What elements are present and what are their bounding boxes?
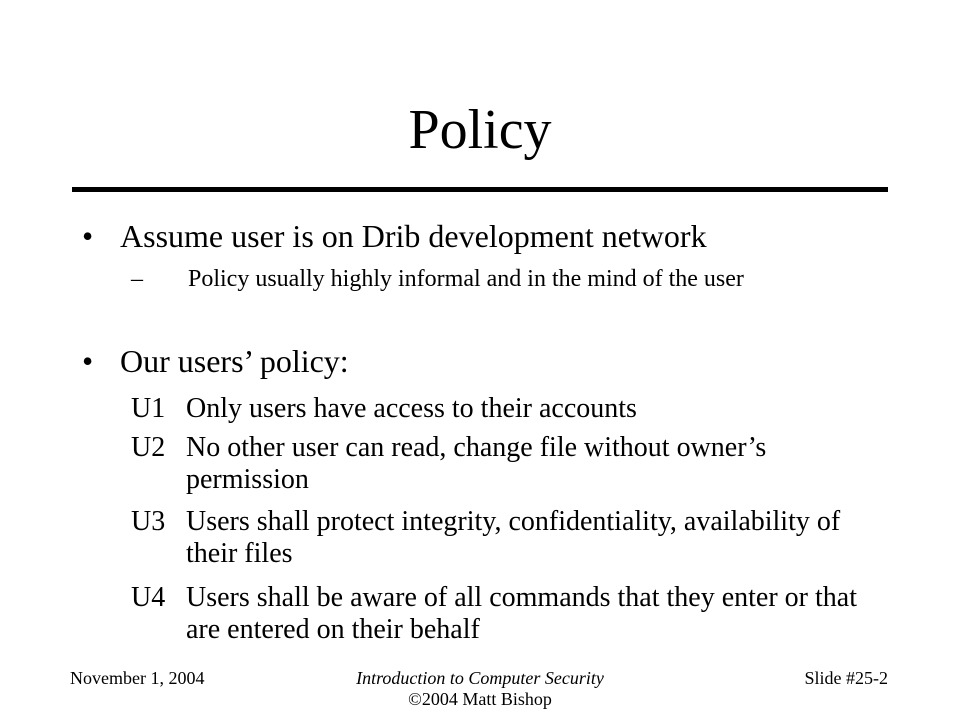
footer-copyright: ©2004 Matt Bishop	[408, 689, 552, 709]
policy-item-text: Users shall protect integrity, confidentiality, availability of their files	[186, 506, 841, 569]
title-rule	[72, 187, 888, 192]
slide-title: Policy	[408, 99, 552, 161]
policy-item-label: U4	[131, 582, 166, 613]
bullet-1	[82, 218, 707, 254]
footer-date: November 1, 2004	[70, 668, 205, 688]
policy-item-text: Users shall be aware of all commands that they enter or that are entered on their behalf	[186, 582, 857, 645]
footer-course: Introduction to Computer Security	[356, 668, 604, 688]
footer-slide-number: Slide #25-2	[804, 668, 888, 688]
bullet-2	[82, 343, 349, 379]
bullet-marker: •	[82, 343, 94, 379]
sub-point-text: Policy usually highly informal and in the mind of the user	[188, 266, 744, 292]
policy-item-text: No other user can read, change file without owner’s permission	[186, 432, 767, 495]
policy-item-label: U2	[131, 432, 166, 463]
bullet-text: Our users’ policy:	[120, 343, 349, 379]
sub-point-marker: –	[131, 266, 143, 292]
bullet-text: Assume user is on Drib development network	[120, 218, 707, 254]
bullet-marker: •	[82, 218, 94, 254]
policy-item-label: U1	[131, 393, 166, 424]
policy-item-text: Only users have access to their accounts	[186, 393, 637, 424]
policy-item-label: U3	[131, 506, 166, 537]
